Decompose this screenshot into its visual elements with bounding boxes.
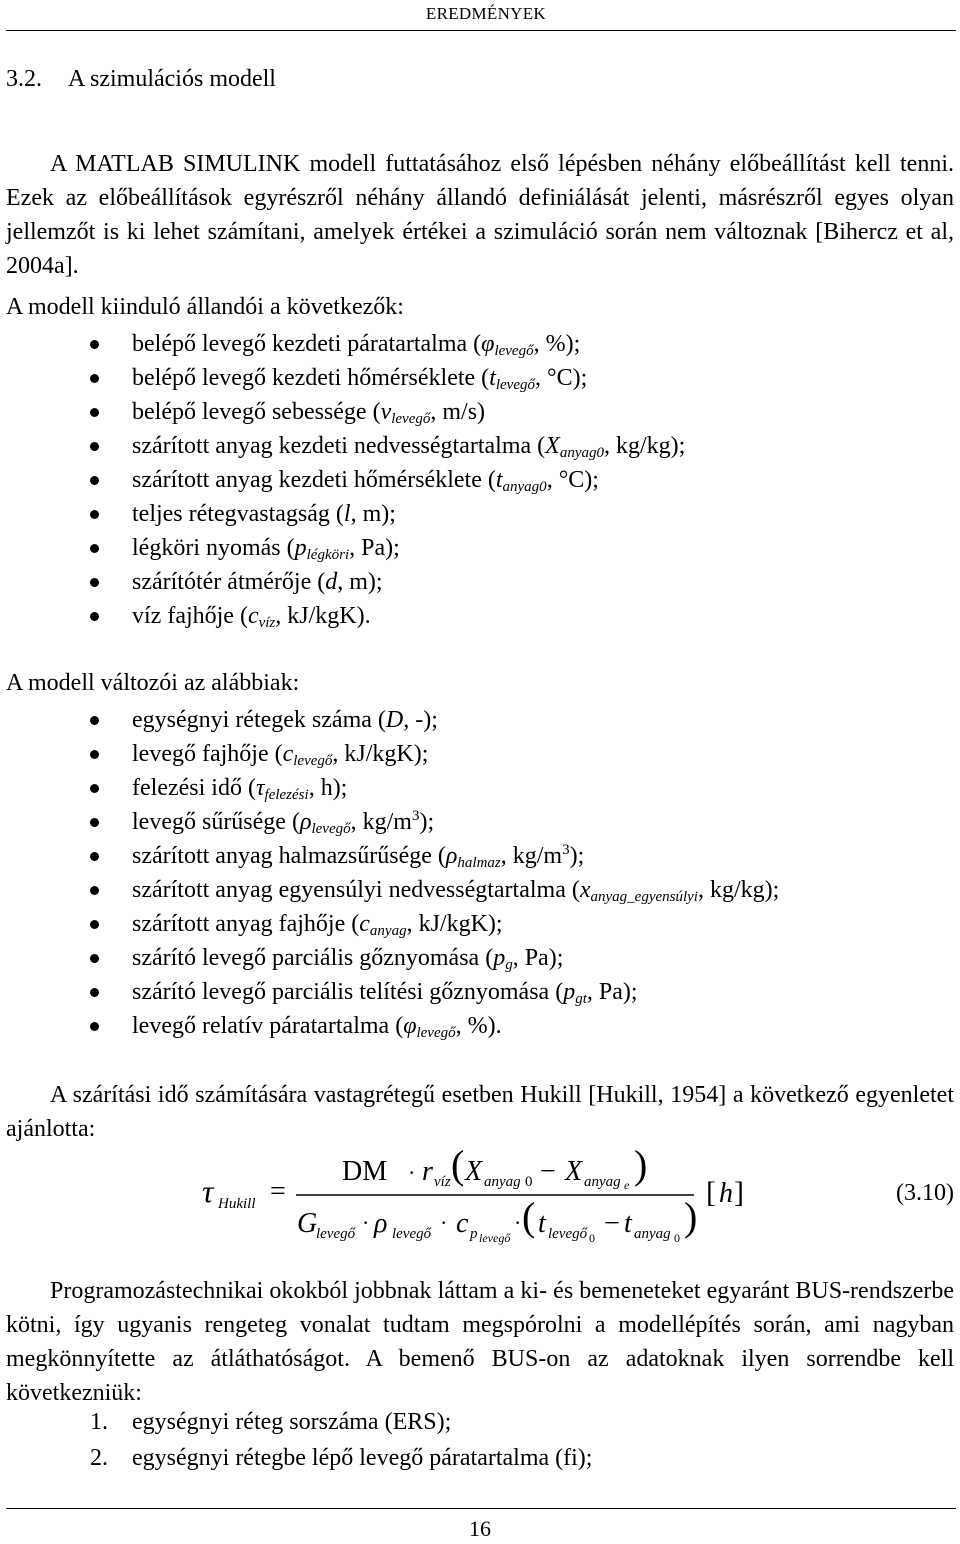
item-superscript: 3 (562, 842, 570, 858)
eq-equals: = (270, 1176, 286, 1207)
item-text: víz fajhője ( (132, 603, 248, 629)
item-subscript: levegő (494, 343, 534, 359)
list-item (0, 737, 779, 771)
svg-text:[: [ (706, 1176, 716, 1209)
item-symbol: c (247, 603, 259, 629)
svg-text:·: · (362, 1210, 370, 1235)
item-text: egységnyi rétegek száma ( (132, 707, 386, 733)
item-text: szárító levegő parciális telítési gőznyomása ( (132, 979, 564, 1005)
item-subscript: gt (575, 991, 587, 1007)
eq-g-sub: levegő (316, 1226, 356, 1242)
bus-paragraph: Programozástechnikai okokból jobbnak láttam a ki- és bemeneteket egyaránt BUS-rendszerbe kötni, így ugyanis rengeteg vonalat tudtam megspórolni a modellépítés során, ami nagyban megkönnyítette az átláthatóságot. A bemenő BUS-on az adatoknak ilyen sorrendbe kell következniük: (6, 1278, 954, 1406)
svg-text:·: · (408, 1160, 416, 1185)
item-symbol: d (325, 569, 338, 595)
svg-text:): ) (634, 1142, 648, 1187)
list-item (0, 565, 685, 599)
variables-intro: A modell változói az alábbiak: (6, 670, 300, 696)
item-tail: , Pa); (512, 945, 564, 971)
item-symbol: p (493, 945, 506, 971)
section-number: 3.2. (6, 66, 42, 92)
item-superscript: 3 (411, 808, 420, 824)
item-subscript: felezési (264, 787, 309, 803)
bullet (90, 544, 99, 553)
list-item (0, 531, 685, 565)
running-header: EREDMÉNYEK (425, 4, 546, 23)
header-rule (6, 30, 956, 31)
bullet (90, 442, 99, 451)
item-tail: , h); (308, 775, 348, 801)
eq-t2-sub: anyag (634, 1226, 671, 1242)
eq-x2: X (565, 1156, 583, 1187)
item-symbol: X (545, 433, 560, 459)
item-text: szárított anyag halmazsűrűsége ( (132, 843, 446, 869)
list-item (0, 873, 779, 907)
bullet (90, 408, 99, 417)
list-item: szárított anyag halmazsűrűsége ($\rho_{halmaz}$, $kg/m^3$); (0, 839, 779, 873)
item-symbol: t (495, 467, 503, 493)
eq-dm: DM (342, 1156, 388, 1187)
bullet (90, 612, 99, 621)
bullet (90, 784, 99, 793)
list-item (0, 1009, 779, 1043)
svg-text:·: · (514, 1210, 522, 1235)
item-tail: , kJ/kgK); (332, 741, 429, 767)
list-number: 2. (90, 1445, 108, 1471)
item-text: felezési idő ( (132, 775, 256, 801)
item-text: szárítótér átmérője ( (132, 569, 326, 595)
item-tail: , kJ/kgK); (406, 911, 503, 937)
list-item (0, 497, 685, 531)
page-number: 16 (469, 1516, 491, 1541)
item-subscript: levegő (311, 821, 351, 837)
eq-x2-sub2: e (624, 1178, 630, 1192)
bullet (90, 852, 99, 861)
list-item (0, 599, 685, 633)
item-text: szárító levegő parciális gőznyomása ( (132, 945, 494, 971)
list-item: levegő sűrűsége ($\rho_{levegő}$, $kg/m^3$); (0, 805, 779, 839)
bullet (90, 988, 99, 997)
item-symbol: ρ (445, 843, 458, 869)
eq-rho: ρ (374, 1208, 388, 1239)
section-title-text: A szimulációs modell (68, 66, 276, 92)
eq-t1: t (538, 1208, 546, 1239)
item-symbol: c (359, 911, 370, 937)
item-subscript: halmaz (457, 855, 501, 871)
item-text: szárított anyag kezdeti nedvességtartalma ( (132, 433, 546, 459)
eq-c-sub2: levegő (479, 1231, 511, 1245)
item-text: belépő levegő kezdeti páratartalma ( (132, 331, 482, 357)
bullet (90, 510, 99, 519)
item-tail: , Pa); (349, 535, 400, 561)
item-subscript: levegő (293, 753, 333, 769)
item-text: teljes rétegvastagság ( (132, 501, 344, 527)
list-item (0, 327, 685, 361)
item-tail: , °C); (546, 467, 599, 493)
list-item (0, 703, 779, 737)
item-text: belépő levegő sebessége ( (132, 399, 381, 425)
item-tail: , kg/m (350, 809, 412, 835)
item-symbol: x (579, 877, 591, 903)
item-subscript: anyag (369, 923, 407, 939)
item-tail: , kg/kg); (697, 877, 780, 903)
bullet (90, 920, 99, 929)
list-item (0, 771, 779, 805)
item-symbol: c (282, 741, 294, 767)
item-tail: , -); (403, 707, 438, 733)
item-symbol: φ (481, 331, 495, 357)
item-tail: , %). (455, 1013, 502, 1039)
bullet (90, 476, 99, 485)
footer-rule (6, 1508, 956, 1509)
svg-text:): ) (684, 1194, 698, 1239)
item-tail: , m); (350, 501, 396, 527)
list-item (0, 907, 779, 941)
item-tail: , m/s) (430, 399, 486, 425)
list-item (0, 941, 779, 975)
list-item (0, 1440, 592, 1476)
eq-g: G (297, 1208, 318, 1239)
eq-t2-sub2: 0 (674, 1231, 680, 1245)
svg-text:(: ( (451, 1142, 465, 1187)
constants-intro: A modell kiinduló állandói a következők: (6, 294, 404, 320)
bullet (90, 954, 99, 963)
item-text: levegő sűrűsége ( (132, 809, 300, 835)
item-tail: , m); (337, 569, 383, 595)
item-subscript: levegő (416, 1025, 456, 1041)
item-subscript: légköri (306, 547, 350, 563)
list-number: 1. (90, 1409, 108, 1435)
list-item (0, 1404, 592, 1440)
bullet (90, 1022, 99, 1031)
hukill-equation (0, 1138, 960, 1248)
list-item (0, 463, 685, 497)
list-item (0, 429, 685, 463)
eq-rho-sub: levegő (392, 1226, 432, 1242)
equation-number: (3.10) (896, 1180, 954, 1206)
eq-x2-sub: anyag (584, 1174, 621, 1190)
item-text: belépő levegő kezdeti hőmérséklete ( (132, 365, 490, 391)
eq-unit: h (719, 1178, 733, 1209)
item-symbol: φ (403, 1013, 417, 1039)
item-subscript: víz (258, 615, 276, 631)
item-symbol: l (343, 501, 351, 527)
bullet (90, 340, 99, 349)
list-item (0, 361, 685, 395)
eq-x1-sub: anyag (484, 1174, 521, 1190)
svg-text:·: · (440, 1210, 448, 1235)
eq-t1-sub: levegő (548, 1226, 588, 1242)
svg-text:(: ( (522, 1194, 536, 1239)
list-text: egységnyi rétegbe lépő levegő páratartalma (fi); (132, 1445, 593, 1471)
eq-tau-sub: Hukill (218, 1196, 256, 1212)
eq-t1-sub2: 0 (589, 1231, 595, 1245)
bullet (90, 374, 99, 383)
list-item (0, 975, 779, 1009)
eq-r-sub: víz (434, 1174, 451, 1190)
item-tail: , kJ/kgK). (275, 603, 371, 629)
item-text: levegő fajhője ( (132, 741, 283, 767)
eq-x1: X (465, 1156, 483, 1187)
bullet (90, 750, 99, 759)
item-subscript: anyag_egyensúlyi (590, 889, 698, 905)
item-tail: , Pa); (586, 979, 638, 1005)
item-symbol: v (380, 399, 392, 425)
item-text: szárított anyag kezdeti hőmérséklete ( (132, 467, 496, 493)
bullet (90, 886, 99, 895)
section-title (6, 66, 276, 93)
eq-r: r (422, 1156, 433, 1187)
item-tail: , °C); (535, 365, 588, 391)
item-subscript: g (505, 957, 513, 973)
item-symbol: t (489, 365, 496, 391)
eq-c: c (456, 1208, 469, 1239)
eq-c-sub: p (470, 1226, 478, 1242)
item-tail: , kg/m (500, 843, 563, 869)
item-symbol: ρ (299, 809, 312, 835)
item-symbol: p (563, 979, 576, 1005)
eq-x1-sub2: 0 (525, 1174, 533, 1190)
item-text: levegő relatív páratartalma ( (132, 1013, 404, 1039)
constants-list (0, 327, 685, 633)
item-tail: , kg/kg); (604, 433, 686, 459)
hukill-paragraph: A szárítási idő számítására vastagrétegű esetben Hukill [Hukill, 1954] a következő egyenletet ajánlotta: (6, 1082, 954, 1142)
bus-order-list (0, 1404, 592, 1476)
eq-minus-1: − (540, 1156, 556, 1187)
svg-text:]: ] (734, 1176, 744, 1209)
item-symbol: τ (255, 775, 265, 801)
item-text: szárított anyag egyensúlyi nedvességtartalma ( (132, 877, 580, 903)
item-tail: , %); (533, 331, 581, 357)
list-item (0, 395, 685, 429)
intro-paragraph: A MATLAB SIMULINK modell futtatásához első lépésben néhány előbeállítást kell tenni. Ezek az előbeállítások egyrészről néhány állandó definiálását jelenti, másrészről egyes olyan jellemzőt is ki lehet számítani, amelyek értékei a szimuláció során nem változnak [Bihercz et al, 2004a]. (6, 151, 954, 279)
item-subscript: levegő (391, 411, 431, 427)
item-text: légköri nyomás ( (132, 535, 295, 561)
eq-minus-2: − (604, 1208, 620, 1239)
item-symbol: D (385, 707, 404, 733)
item-subscript: levegő (495, 377, 535, 393)
bullet (90, 578, 99, 587)
item-subscript: anyag0 (502, 479, 547, 495)
variables-list (0, 703, 779, 1043)
list-text: egységnyi réteg sorszáma (ERS); (132, 1409, 452, 1435)
eq-t2: t (624, 1208, 632, 1239)
item-text: szárított anyag fajhője ( (132, 911, 360, 937)
item-subscript: anyag0 (559, 445, 604, 461)
eq-tau: τ (202, 1173, 214, 1209)
item-symbol: p (294, 535, 307, 561)
bullet (90, 818, 99, 827)
bullet (90, 716, 99, 725)
